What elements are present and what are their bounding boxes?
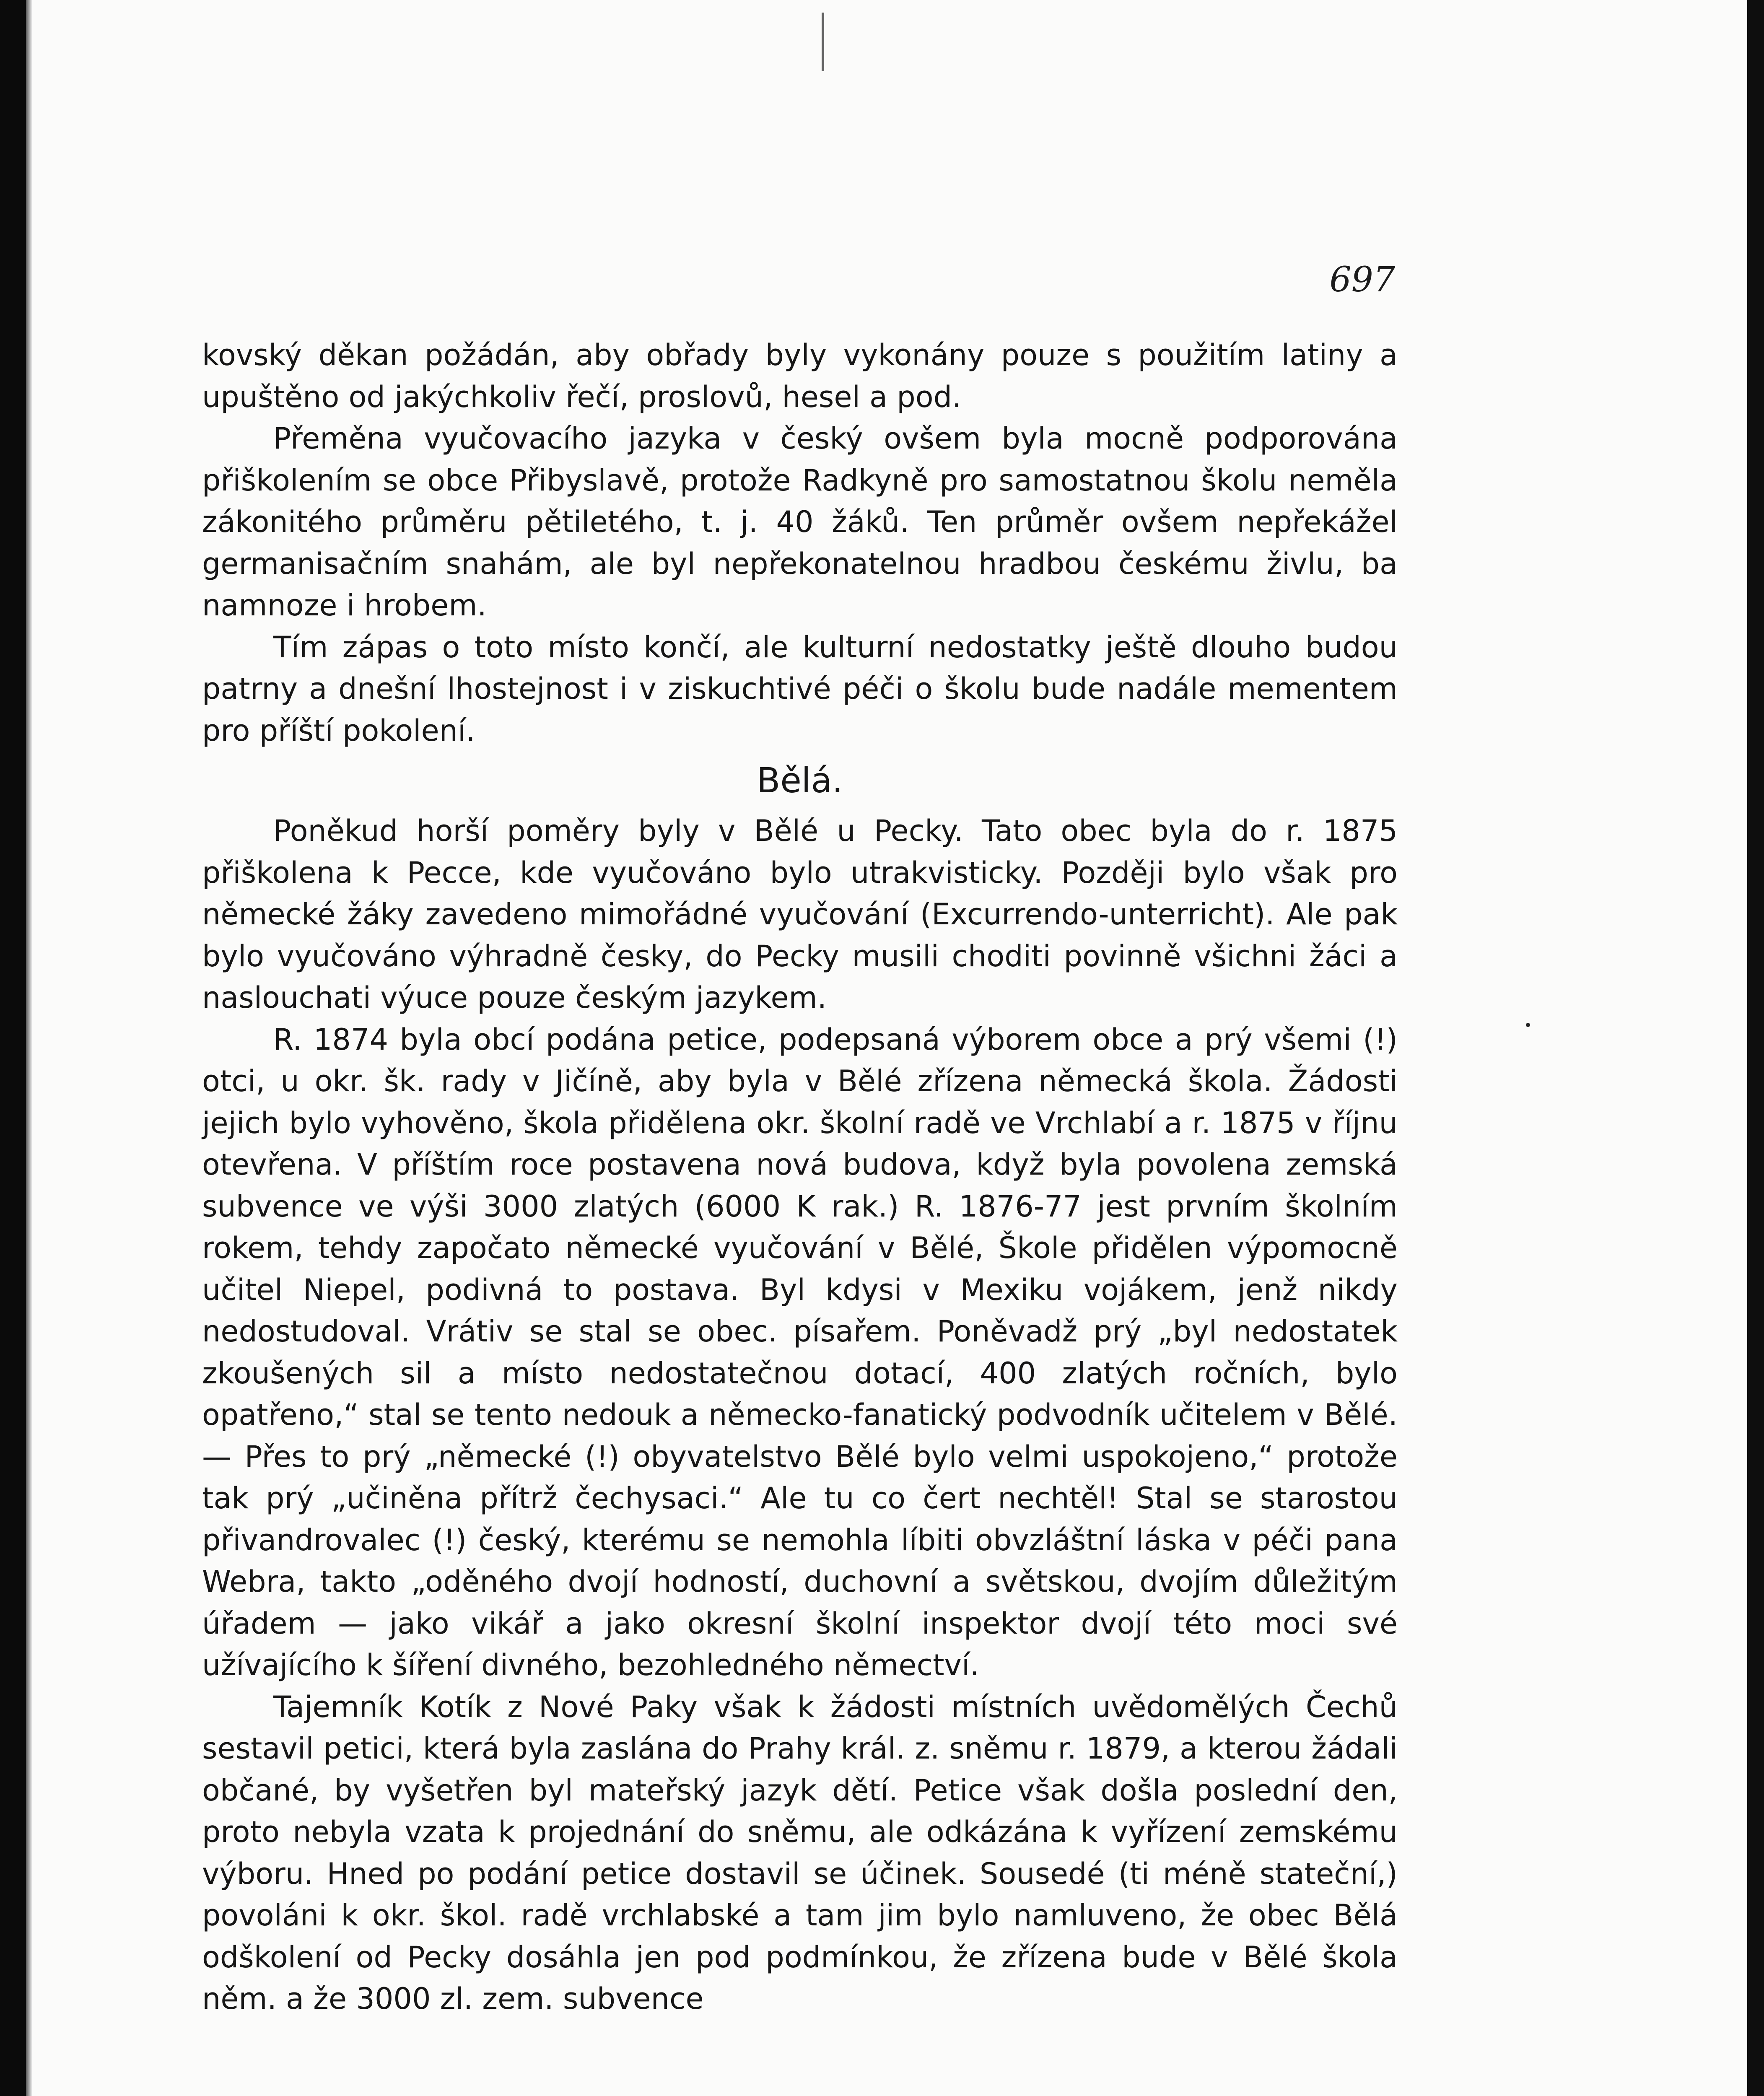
section-heading: Bělá.: [757, 761, 843, 801]
paper-crease-mark: [822, 13, 824, 71]
scan-border-right: [1747, 0, 1764, 2096]
paragraph: Poněkud horší poměry byly v Bělé u Pecky. Tato obec byla do r. 1875 přiškolena k Pecce, kde vyučováno bylo utrakvisticky. Později bylo však pro německé žáky zavedeno mimořádné vyučování (Excurrendo-unterricht). Ale pak bylo vyučováno výhradně česky, do Pecky musili choditi povinně všichni žáci a naslouchati výuce pouze českým jazykem.: [202, 814, 1398, 1015]
body-text: [202, 335, 1398, 2020]
paragraph: Tím zápas o toto místo končí, ale kulturní nedostatky ještě dlouho budou patrny a dnešní lhostejnost i v ziskuchtivé péči o školu bude nadále mementem pro příští pokolení.: [202, 630, 1398, 748]
page-number: 697: [1329, 260, 1395, 300]
paragraph: kovský děkan požádán, aby obřady byly vykonány pouze s použitím latiny a upuštěno od jakýchkoliv řečí, proslovů, hesel a pod.: [202, 338, 1398, 414]
paragraph: R. 1874 byla obcí podána petice, podepsaná výborem obce a prý všemi (!) otci, u okr. šk. rady v Jičíně, aby byla v Bělé zřízena německá škola. Žádosti jejich bylo vyhověno, škola přidělena okr. školní radě ve Vrchlabí a r. 1875 v říjnu otevřena. V příštím roce postavena nová budova, když byla povolena zemská subvence ve výši 3000 zlatých (6000 K rak.) R. 1876-77 jest prvním školním rokem, tehdy započato německé vyučování v Bělé, Škole přidělen výpomocně učitel Niepel, podivná to postava. Byl kdysi v Mexiku vojákem, jenž nikdy nedostudoval. Vrátiv se stal se obec. písařem. Poněvadž prý „byl nedostatek zkoušených sil a místo nedostatečnou dotací, 400 zlatých ročních, bylo opatřeno,“ stal se tento nedouk a německo-fanatický podvodník učitelem v Bělé. — Přes to prý „německé (!) obyvatelstvo Bělé bylo velmi uspokojeno,“ protože tak prý „učiněna přítrž čechysaci.“ Ale tu co čert nechtěl! Stal se starostou přivandrovalec (!) český, kterému se nemohla líbiti obvzláštní láska v péči pana Webra, takto „oděného dvojí hodností, duchovní a světskou, dvojím důležitým úřadem — jako vikář a jako okresní školní inspektor dvojí této moci své užívajícího k šíření divného, bezohledného němectví.: [202, 1022, 1398, 1682]
scan-border-left: [0, 0, 26, 2096]
paragraph: Tajemník Kotík z Nové Paky však k žádosti místních uvědomělých Čechů sestavil petici, která byla zaslána do Prahy král. z. sněmu r. 1879, a kterou žádali občané, by vyšetřen byl mateřský jazyk dětí. Petice však došla poslední den, proto nebyla vzata k projednání do sněmu, ale odkázána k vyřízení zemskému výboru. Hned po podání petice dostavil se účinek. Sousedé (ti méně stateční,) povoláni k okr. škol. radě vrchlabské a tam jim bylo namluveno, že obec Bělá odškolení od Pecky dosáhla jen pod podmínkou, že zřízena bude v Bělé škola něm. a že 3000 zl. zem. subvence: [202, 1689, 1398, 2016]
paragraph: Přeměna vyučovacího jazyka v český ovšem byla mocně podporována přiškolením se obce Přibyslavě, protože Radkyně pro samostatnou školu neměla zákonitého průměru pětiletého, t. j. 40 žáků. Ten průměr ovšem nepřekážel germanisačním snahám, ale byl nepřekonatelnou hradbou českému živlu, ba namnoze i hrobem.: [202, 421, 1398, 623]
page-gutter-shadow: [26, 0, 32, 2096]
dust-speck: [1526, 1023, 1530, 1027]
